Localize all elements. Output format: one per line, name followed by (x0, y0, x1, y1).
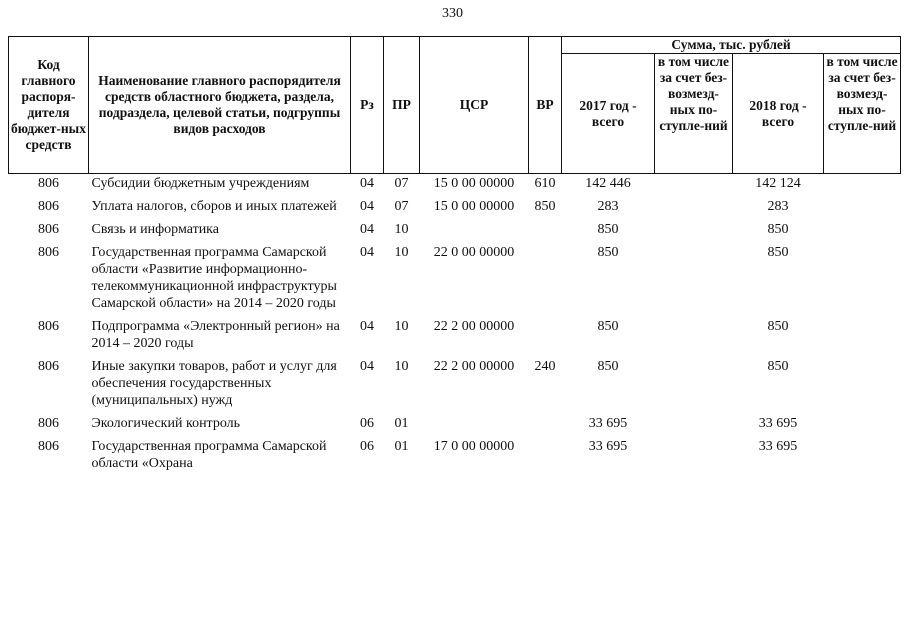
header-csr: ЦСР (420, 37, 529, 174)
cell-2017-incl (655, 414, 733, 437)
cell-name: Государственная программа Самарской области «Развитие информационно-телекоммуникационной инфраструктуры Самарской области» на 2014 – 2020 годы (91, 245, 337, 311)
cell-vr: 240 (534, 359, 556, 374)
cell-2018-incl (824, 437, 901, 477)
cell-rz: 04 (360, 176, 374, 191)
cell-code: 806 (38, 439, 59, 454)
cell-2017-incl (655, 197, 733, 220)
cell-csr: 15 0 00 00000 (433, 199, 515, 214)
cell-2018-incl (824, 220, 901, 243)
cell-name: Экологический контроль (91, 416, 241, 431)
cell-2018-incl (824, 317, 901, 357)
header-rz: Рз (351, 37, 384, 174)
cell-vr: 610 (534, 176, 556, 191)
cell-code: 806 (38, 359, 59, 374)
cell-2017-incl (655, 317, 733, 357)
cell-pr: 07 (394, 176, 409, 191)
table-row (9, 197, 901, 220)
cell-2017-total: 850 (597, 359, 619, 374)
cell-name: Связь и информатика (91, 222, 219, 237)
cell-2017-total: 33 695 (588, 439, 628, 454)
table-row (9, 414, 901, 437)
cell-2018-total: 850 (767, 359, 789, 374)
cell-2017-total: 850 (597, 222, 619, 237)
cell-rz: 04 (360, 359, 374, 374)
cell-2017-incl (655, 357, 733, 414)
cell-2018-total: 850 (767, 319, 789, 334)
cell-vr (529, 243, 562, 317)
table-row (9, 220, 901, 243)
header-2017-incl: в том числе за счет без-возмезд-ных по-ступле-ний (655, 54, 733, 174)
cell-rz: 04 (360, 245, 374, 260)
page-number: 330 (442, 6, 463, 21)
header-2018-incl: в том числе за счет без-возмезд-ных по-ступле-ний (824, 54, 901, 174)
cell-2018-total: 283 (767, 199, 789, 214)
cell-csr: 22 2 00 00000 (433, 359, 515, 374)
cell-rz: 04 (360, 319, 374, 334)
cell-csr (420, 220, 529, 243)
cell-pr: 10 (394, 359, 409, 374)
cell-2018-incl (824, 414, 901, 437)
header-code: Код главного распоря-дителя бюджет-ных средств (9, 37, 89, 174)
cell-name: Уплата налогов, сборов и иных платежей (91, 199, 337, 214)
cell-2018-incl (824, 357, 901, 414)
cell-2017-total: 142 446 (585, 176, 631, 191)
table-row (9, 357, 901, 414)
header-sum-group: Сумма, тыс. рублей (562, 37, 901, 54)
cell-2017-total: 850 (597, 319, 619, 334)
cell-csr (420, 414, 529, 437)
cell-rz: 04 (360, 222, 374, 237)
cell-name: Подпрограмма «Электронный регион» на 2014 – 2020 годы (91, 319, 340, 351)
table-row (9, 243, 901, 317)
cell-code: 806 (38, 416, 59, 431)
cell-2018-incl (824, 197, 901, 220)
header-2018-total: 2018 год - всего (733, 54, 824, 174)
cell-code: 806 (38, 199, 59, 214)
cell-2017-incl (655, 220, 733, 243)
cell-csr: 22 2 00 00000 (433, 319, 515, 334)
cell-2017-total: 33 695 (588, 416, 628, 431)
cell-rz: 06 (360, 439, 374, 454)
cell-2018-total: 850 (767, 222, 789, 237)
cell-csr: 17 0 00 00000 (433, 439, 515, 454)
cell-2018-incl (824, 243, 901, 317)
cell-vr: 850 (534, 199, 556, 214)
cell-2018-incl (824, 174, 901, 198)
header-pr: ПР (384, 37, 420, 174)
cell-pr: 10 (394, 245, 409, 260)
cell-name: Субсидии бюджетным учреждениям (91, 176, 310, 191)
cell-pr: 01 (394, 439, 409, 454)
cell-2017-incl (655, 243, 733, 317)
cell-2017-incl (655, 437, 733, 477)
table-row (9, 437, 901, 477)
cell-pr: 07 (394, 199, 409, 214)
cell-rz: 04 (360, 199, 374, 214)
cell-code: 806 (38, 222, 59, 237)
cell-csr: 15 0 00 00000 (433, 176, 515, 191)
cell-pr: 01 (394, 416, 409, 431)
cell-vr (529, 437, 562, 477)
cell-code: 806 (38, 245, 59, 260)
table-row (9, 174, 901, 198)
cell-2018-total: 33 695 (758, 416, 798, 431)
cell-vr (529, 414, 562, 437)
cell-code: 806 (38, 319, 59, 334)
budget-table (8, 36, 901, 477)
cell-2017-total: 850 (597, 245, 619, 260)
cell-pr: 10 (394, 222, 409, 237)
cell-2017-total: 283 (597, 199, 619, 214)
header-2017-total: 2017 год - всего (562, 54, 655, 174)
cell-name: Государственная программа Самарской области «Охрана (91, 439, 327, 471)
cell-vr (529, 220, 562, 243)
cell-rz: 06 (360, 416, 374, 431)
cell-2018-total: 142 124 (755, 176, 801, 191)
cell-name: Иные закупки товаров, работ и услуг для обеспечения государственных (муниципальных) нужд (91, 359, 337, 408)
cell-vr (529, 317, 562, 357)
cell-2018-total: 850 (767, 245, 789, 260)
cell-2018-total: 33 695 (758, 439, 798, 454)
table-row (9, 317, 901, 357)
cell-code: 806 (38, 176, 59, 191)
header-name: Наименование главного распорядителя средств областного бюджета, раздела, подраздела, целевой статьи, подгруппы видов расходов (89, 37, 351, 174)
cell-csr: 22 0 00 00000 (433, 245, 515, 260)
cell-pr: 10 (394, 319, 409, 334)
header-vr: ВР (529, 37, 562, 174)
cell-2017-incl (655, 174, 733, 198)
